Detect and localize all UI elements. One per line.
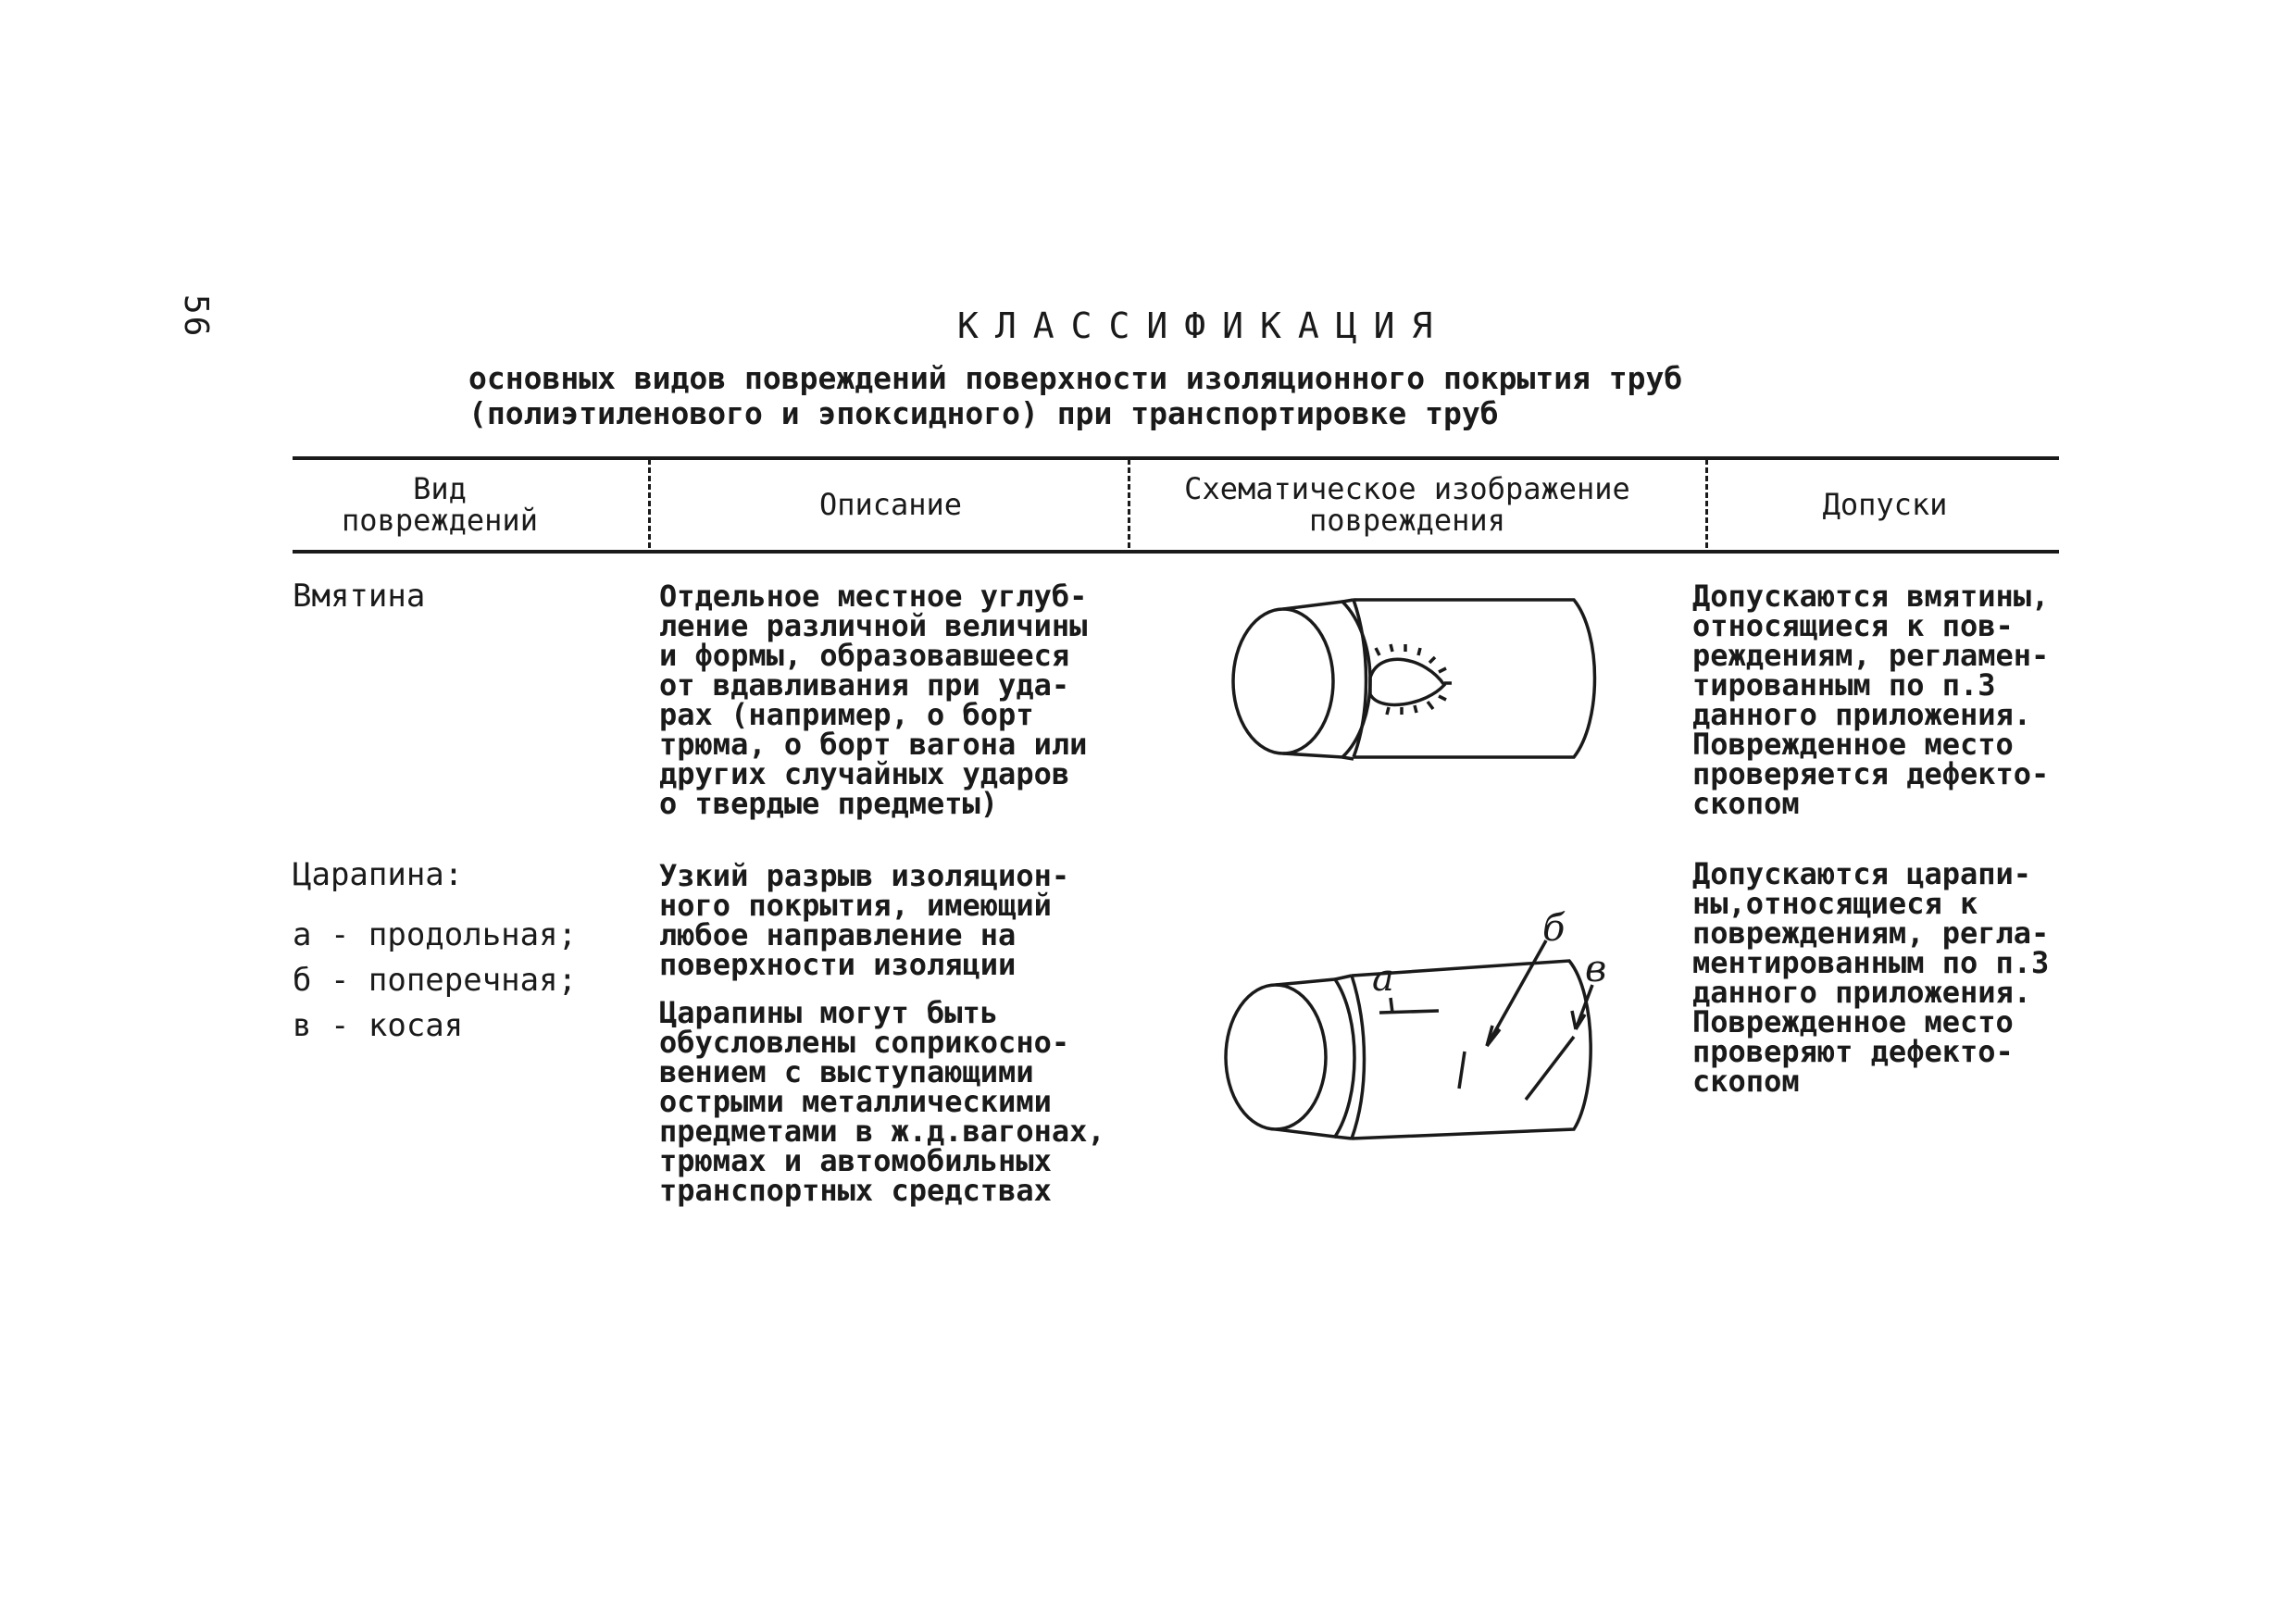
page-number: 56: [177, 294, 215, 339]
row-dent-tolerance: Допускаются вмятины, относящиеся к пов- реждениям, регламен- тированным по п.3 данного приложения. Поврежденное место проверяется дефекто- скопом: [1692, 579, 2050, 821]
dent-schematic-figure: [1231, 592, 1602, 768]
figure-label-a: а: [1372, 957, 1394, 1000]
row-scratch-description-1: Узкий разрыв изоляцион- ного покрытия, имеющий любое направление на поверхности изоляции: [659, 858, 1070, 982]
document-subtitle: [468, 361, 1682, 431]
subtitle-line-2: (полиэтиленового и эпоксидного) при транспортировке труб: [468, 395, 1499, 431]
scratch-subtype-b: б - поперечная;: [293, 962, 578, 999]
table-top-rule: [293, 456, 2059, 460]
column-separator-1: [648, 459, 651, 548]
subtitle-line-1: основных видов повреждений поверхности изоляционного покрытия труб: [468, 360, 1683, 396]
column-separator-2: [1128, 459, 1130, 548]
scratch-schematic-figure: [1222, 907, 1611, 1157]
scratch-subtypes-list: [293, 916, 577, 1052]
figure-label-b: б: [1542, 907, 1566, 950]
row-scratch-description-2: Царапины могут быть обусловлены соприкосно- вением с выступающими острыми металлическими предметами в ж.д.вагонах, трюмах и автомобильных транспортных средствах: [659, 995, 1105, 1208]
header-schematic: Схематическое изображение повреждения: [1184, 471, 1630, 538]
column-separator-3: [1705, 459, 1708, 548]
row-dent-description: Отдельное местное углуб- ление различной величины и формы, образовавшееся от вдавливания при уда- рах (например, о борт трюма, о борт вагона или других случайных ударов о твердые предметы): [659, 579, 1088, 821]
row-scratch-tolerance: Допускаются царапи- ны,относящиеся к повреждениям, регла- ментированным по п.3 данного приложения. Поврежденное место проверяют дефекто- скопом: [1692, 856, 2050, 1099]
header-description: Описание: [818, 487, 963, 522]
row-scratch-type: Царапина:: [293, 856, 464, 893]
document-title: КЛАССИФИКАЦИЯ: [957, 305, 1450, 346]
scratch-subtype-v: в - косая: [293, 1007, 464, 1044]
header-tolerance: Допуски: [1822, 487, 1948, 522]
scratch-subtype-a: а - продольная;: [293, 916, 578, 953]
figure-label-v: в: [1585, 948, 1607, 990]
table-header-rule: [293, 550, 2059, 554]
row-dent-type: Вмятина: [293, 578, 426, 615]
header-damage-type: Вид повреждений: [342, 471, 538, 538]
